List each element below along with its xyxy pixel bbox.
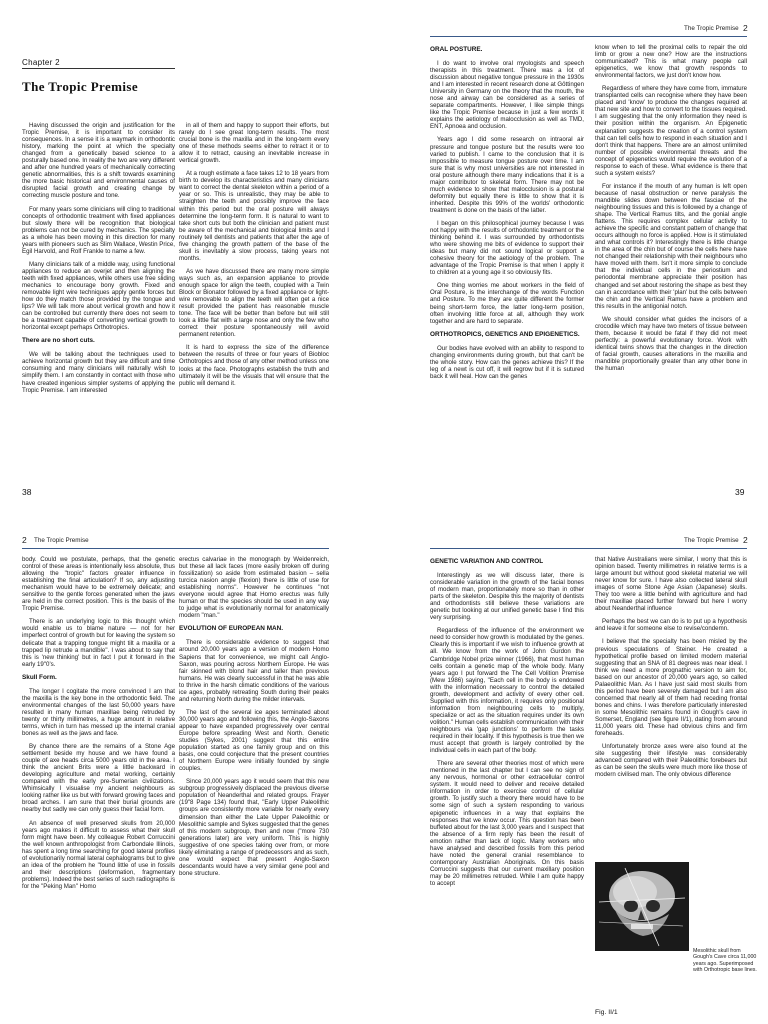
page-39-column-1 — [430, 44, 584, 512]
paragraph: It is hard to express the size of the difference between the results of three or four years of Biobloc Orthotropics and those of any other method unless one looks at the face. Photographs establish the truth and ultimately it will be the visuals that will ensure that the public will demand it. — [179, 344, 329, 387]
paragraph: The longer I cogitate the more convinced I am that the maxilla is the key bone in the orthodontic field. The environmental changes of the last 50,000 years have resulted in many human maxillae being retruded by twenty or thirty millimetres, a huge amount in relative terms, which in turn has messed up the internal cranial bones as well as the jaws and face. — [22, 687, 175, 737]
section-heading: ORAL POSTURE. — [430, 46, 483, 53]
page-40 — [0, 512, 384, 1024]
paragraph: We will be talking about the techniques used to achieve horizontal growth but they are difficult and time consuming and many clinicians will naturally wish to simplify them. I am constantly in contact with those who have created ingenious simpler systems of applying the Tropic Premise. I am interested — [22, 351, 175, 394]
page-41-column-1 — [430, 556, 584, 1024]
section-heading: ORTHOTROPICS, GENETICS AND EPIGENETICS. — [430, 330, 580, 338]
paragraph: We should consider what guides the incisors of a crocodile which may have two meters of tissue between them, because it would be fatal if they did not meet perfectly: a powerful evolutionary force. Work with identical twins shows that the changes in the direction of facial growth, causes alterations in the maxilla and mandible proportionally greater than any other bone in the human — [595, 315, 747, 373]
paragraph: I believe that the specialty has been misled by the previous speculations of Steiner. He created a hypothetical profile based on limited modern material suggesting that an SNA of 81 degrees was near ideal. I think we need a more prognathic version to aim for, based on our ancestor of 20,000 years ago, so called Palaeolithic Man. As I have just said most skulls from this period have been severely damaged but I am also concerned that nearly all of them had receding frontal bones and chins. I was therefore particularly interested in some Mesolithic remains found in Gough's cave in Somerset, England (see figure II/1), dating from around 11,000 years old. These had obvious chins and firm foreheads. — [595, 638, 747, 738]
paragraph: body. Could we postulate, perhaps, that the genetic control of these areas is intentionally less absolute, thus allowing the "tropic" factors greater influence in establishing the final articulation? If so, any adjusting mechanism would have to be extremely delicate; and sensitive to the gentle forces generated when the jaws are held in the correct position. This is the basis of the Tropic Premise. — [22, 556, 175, 613]
paragraph: I do want to involve oral myologists and speech therapists in this treatment. There was a lot of discussion about negative tongue pressure in the 1930s and I am interested in recent research done at Göttingen University in Germany on the theory that the mouth, the nose and airway can be considered as a series of separate compartments. However, I like simple things like the Tropic Premise because in just a few words it explains the aetiology of malocclusion as well as TMD, ENT, Apnoea and occlusion. — [430, 60, 584, 131]
paragraph: The last of the several ice ages terminated about 30,000 years ago and following this, the Anglo-Saxons appear to have expanded progressively over central Europe before spreading West and North. Genetic studies (Sykes, 2001) suggest that this entire population started as one family group and on this basis, one could conjecture that the present countries of Northern Europe were initially founded by single couples. — [179, 708, 329, 773]
page-39-column-2 — [595, 44, 747, 478]
page-41-column-2 — [595, 556, 747, 856]
figure-caption: Mesolithic skull from Gough's Cave circa 11,000 years ago. Superimposed with Orthotropic base lines. — [693, 948, 757, 973]
running-header — [430, 534, 747, 549]
chapter-title: The Tropic Premise — [22, 79, 139, 94]
page-38-column-2 — [179, 122, 329, 507]
paragraph: Having discussed the origin and justification for the Tropic Premise, it is important to consider its consequences. In a sense it is a waymark in orthodontic history, marking the point at which the specialty changed from a genetically based science to a posturally based one. In reality the two are very different and after one hundred years of mechanically correcting genetic abnormalities, this is a shift towards examining the more basic historical and environmental causes of disrupted facial growth and creating change by correcting muscle posture and tone. — [22, 122, 175, 200]
page-number: 39 — [735, 487, 745, 497]
section-heading: Skull Form. — [22, 673, 57, 681]
skull-photo-graphic — [595, 862, 689, 951]
paragraph: As we have discussed there are many more simple ways such as, an expansion appliance to provide enough space for align the teeth, coupled with a Twin Block or Bionator followed by a fixed appliance or light-wire removable to align the teeth will often get a nice result provided the patient has reasonable muscle tone. The face will be better than before but will still look a little flat with a large nose and only the few who correct their posture spontaneously will avoid permanent retention. — [179, 267, 329, 339]
figure-label: Fig. II/1 — [595, 1009, 618, 1016]
paragraph: Years ago I did some research on intraoral air pressure and tongue posture but the results were too varied to publish. I came to the conclusion that it is impossible to measure tongue posture over time. I am sure that is why most universities are not interested in oral posture although there many indications that it is a major contributor to skeletal form. There may not be much evidence to show that malocclusion is a postural deformity but equally there is little to show that it is inherited. Despite this 99% of the worlds' orthodontic treatment is done on the basis of the latter. — [430, 136, 584, 214]
paragraph: An absence of well preserved skulls from 20,000 years ago makes it difficult to assess what their skull form might have been. My colleague Robert Corruccini the well known anthropologist from Carbondale Illinois, has spent a long time searching for good lateral profiles of evolutionarily normal lateral cephalograms but to give an idea of the problem he "found little of use in fossils and their descriptions (deformation, fragmentary problems). Indeed the best series of such radiographs is for the "Peking Man" Homo — [22, 819, 175, 890]
paragraph: Since 20,000 years ago it would seem that this new subgroup progressively displaced the previous diverse population of Neanderthal and related groups. Frayer (19"8 Page 134) found that, "Early Upper Paleolithic groups are consistently more variable for nearly every dimension than either the Late Upper Paleolithic or Mesolithic sample and Sykes suggested that the genes of this modern subgroup, then and now ("more 730 generations later) are very uniform. This is highly suggestive of one species taking over from, or more likely eliminating a range of predecessors and as such, one would expect that present Anglo-Saxon descendants would have a very similar gene pool and bone structure. — [179, 778, 329, 877]
paragraph: Perhaps the best we can do is to put up a hypothesis and leave it for someone else to revise/condemn. — [595, 618, 747, 633]
chapter-label: Chapter 2 — [22, 58, 60, 67]
paragraph: By chance there are the remains of a Stone Age settlement beside my house and we have found a couple of axe heads circa 5000 years old in the area. I think the ancient Brits were a little backward in developing agriculture and metal working, certainly compared with the early pre-Sumerian civilizations. Whimsically I visualise my ancient neighbours as looking rather like us but with forward growing faces and broad arches. I am sure that their burial grounds are nearby but sadly we can only guess their facial form. — [22, 743, 175, 814]
page-39 — [384, 0, 768, 512]
paragraph: I began on this philosophical journey because I was not happy with the results of orthodontic treatment or the thinking behind it. I was surrounded by orthodontists who were showing me bits of evidence to support their ideas but many did not sound logical or support a cohesive theory for the aetiology of the problem. The advantage of the Tropic Premise is that when I apply it to children at a young age it so obviously fits. — [430, 219, 584, 277]
paragraph: Interestingly as we will discuss later, there is considerable variation in the growth of the facial bones of modern man, proportionately more so than in other parts of the skeleton. Despite this the majority of dentists and orthodontists still believe these variations are genetic but looking at our unified genetic base I find this very surprising. — [430, 572, 584, 622]
running-header-chapter-number: 2 — [743, 23, 748, 33]
page-40-column-2 — [179, 556, 329, 1024]
paragraph: One thing worries me about workers in the field of Oral Posture, is the interchange of the words Function and Posture. To me they are quite different the former being short-term force, the latter long-term position, often involving little force at all, although they work together and are hard to separate. — [430, 282, 584, 325]
running-header-chapter-number: 2 — [743, 535, 748, 545]
paragraph: Regardless of where they have come from, immature transplanted cells can recognise where they have been placed and 'know' to produce the changes required at that new site and how to convert to the tissues required. I am suggesting that the only information they need is their position within the organism. An Epigenetic explanation suggests the creation of a control system that can tell cells how to respond in each situation and I don't think that happens. There are an almost unlimited number of possible environmental threats and the concept of epigenetics would require the evolution of a response to each of these. What evidence is there that such a system exists? — [595, 85, 747, 177]
section-heading: GENETIC VARIATION AND CONTROL — [430, 558, 544, 565]
paragraph: Unfortunately bronze axes were also found at the site suggesting their lifestyle was considerably advanced compared with their Paleolithic forebears but as can be seen the skulls were much more like those of modern civilised man. The only obvious difference — [595, 743, 747, 779]
paragraph: that Native Australians were similar, I worry that this is opinion based. Twenty millimetres in relative terms is a large amount but without good skeletal material we will never know for sure. I have also collected lateral skull images of some Stone Age Asian (Japanese) skulls. They too were a little behind with agriculture and had their maxillae placed further forward but here I worry about Neanderthal influence — [595, 556, 747, 613]
paragraph: Our bodies have evolved with an ability to respond to changing environments during growth, but that can't be the whole story. How can the genes achieve this? If the leg of a newt is cut off, it will regrow but if it is sutured back it will heal. How can the genes — [430, 344, 584, 380]
page-number: 38 — [22, 487, 32, 497]
running-header — [430, 22, 747, 37]
paragraph: Regardless of the influence of the environment we need to consider how growth is modulated by the genes. Clearly this is important if we wish to influence growth at all. We know from the work of John Gurdon the Cambridge Nobel prize winner (1966), that most human cells contain a genetic map of the whole body. Many years ago I put forward the The Cell Volition Premise (Mew 1986) saying, "Each cell in the body is endowed with the information necessary to control the detailed growth, development and activity of every other cell. Supplied with this information, it requires only positional information from neighbouring cells to multiply, specialize or act as the situation requires under its own volition." Human cells establish communication with their neighbours via 'gap junctions' to perform the tasks required in their locality. If this hypothesis is true then we must accept that growth is largely controlled by the individual cells in each part of the body. — [430, 627, 584, 755]
paragraph: know when to tell the proximal cells to repair the old limb or grow a new one? How are the instructions communicated? This is what many people call epigenetics, we know that growth responds to environmental factors, we just don't know how. — [595, 44, 747, 80]
running-header-chapter-number: 2 — [22, 535, 27, 545]
paragraph: in all of them and happy to support their efforts, but rarely do I see great long-term results. The most crucial bone is the maxilla and in the long-term every one of these methods seems either to retract it or to allow it to retract, causing an inevitable increase in vertical growth. — [179, 122, 329, 165]
section-heading: There are no short cuts. — [22, 337, 95, 345]
page-38-column-1 — [22, 122, 175, 507]
section-heading: EVOLUTION OF EUROPEAN MAN. — [179, 625, 284, 633]
running-header-title: The Tropic Premise — [684, 537, 739, 544]
page-40-column-1 — [22, 556, 175, 1024]
title-rule — [22, 68, 175, 69]
paragraph: There are several other theories most of which were mentioned in the last chapter but I can see no sign of any nervous, hormonal or other extracellular control system. It would need to deliver and receive detailed information in order to exercise control of cellular growth. To justify such a theory there would have to be some sign of such a system responding to various epigenetic influences in a way that explains the responses that we know occur. This question has been buffeted about for the last 3,000 years and I suspect that the absence of a firm reply has been the result of emotion rather than lack of logic. Many workers who have analysed and described fossils from this period have noted the general cranial resemblance to contemporary Australian Aboriginals. On this basis Corruccini suggests that our current maxillary position may be 20 millimetres retruded. While I am quite happy to accept — [430, 760, 584, 887]
running-header-title: The Tropic Premise — [34, 537, 89, 544]
paragraph: At a rough estimate a face takes 12 to 18 years from birth to develop its characteristics and many clinicians want to correct the dental skeleton within a period of a year or so. This is unrealistic, they may be able to straighten the teeth and possibly improve the face within this period but the oral posture will always determine the long-term form. It is natural to want to take short cuts but both the clinician and patient must be aware of the mechanical and biological limits and I routinely tell dentists and patients that after the age of five changing the growth pattern of the base of the skull is inevitably a slow process, taking years not months. — [179, 170, 329, 262]
paragraph: erectus calvariae in the monograph by Weidenreich, but these all lack faces (more easily broken off during fossilization) so aside from estimated basion – sella turcica nasion angle (flexion) there is little of use for establishing norms". However he continues "not everyone would agree that Homo erectus was fully human or that the species should be used in any way to judge what is evolutionarily normal for anatomically modern "man." — [179, 556, 329, 620]
paragraph: Many clinicians talk of a middle way, using functional appliances to reduce an overjet and then aligning the teeth with fixed appliances, while others use free sliding mechanics to encourage bony growth. Fixed and removable light wire techniques apply gentle forces but how do they match those provided by the tongue and lips? We will talk more about vertical growth and how it can be controlled but currently there does not seem to be a treatment capable of converting vertical growth to horizontal except perhaps Orthotropics. — [22, 260, 175, 332]
page-41 — [384, 512, 768, 1024]
mesolithic-skull-photo — [595, 862, 689, 951]
paragraph: For many years some clinicians will cling to traditional concepts of orthodontic treatment with fixed appliances but slowly there will be recognition that biological problems can not be cured by mechanics. The specialty as a whole has been moving in this direction for many years with pioneers such as Slim Wallace, Westin Price, Egil Harvold, and Rolf Frankle to name a few. — [22, 205, 175, 255]
running-header-title: The Tropic Premise — [684, 25, 739, 32]
paragraph: There is an underlying logic to this thought which would enable us to blame nature — not for her imperfect control of growth but for leaving the system so delicate that a trapping tongue might tilt a maxilla or a trapped lip retrude a mandible". I was about to say that this is 'new thinking' but in fact I put it forward in the early 19"0's. — [22, 618, 175, 668]
paragraph: There is considerable evidence to suggest that around 20,000 years ago a version of modern Homo Sapiens that for convenience, we might call Anglo-Saxon, was pouring across Northern Europe. He was fair skinned with blond hair and taller than previous humans. He was clearly successful in that he was able to thrive in the harsh climatic conditions of the various ice ages, probably retreating South during their peaks and returning North during the milder intervals. — [179, 639, 329, 703]
page-38 — [0, 0, 384, 512]
running-header — [22, 534, 329, 549]
paragraph: For instance if the mouth of any human is left open because of nasal obstruction or nerve paralysis the mandible slides down between the fasciae of the neighbouring tissues and this is followed by a change of shape. The Vertical Ramus tilts, and the gonial angle flattens. This requires complex cellular activity to achieve the specific and constant pattern of change that occurs although no force is applied. How is it stimulated and what controls it? Interestingly there is little change in the area of the chin but of course the cells here have not changed their relationship with their neighbours who have moved with them. Isn't it more simple to conclude that the individual cells in the periostium and periodontal membrane appreciate their position has changed and set about restoring the shape as best they can in accordance with their 'plan' but the cells between the chin and the Vertical Ramus have a problem and this results in the antigonial notch. — [595, 182, 747, 310]
